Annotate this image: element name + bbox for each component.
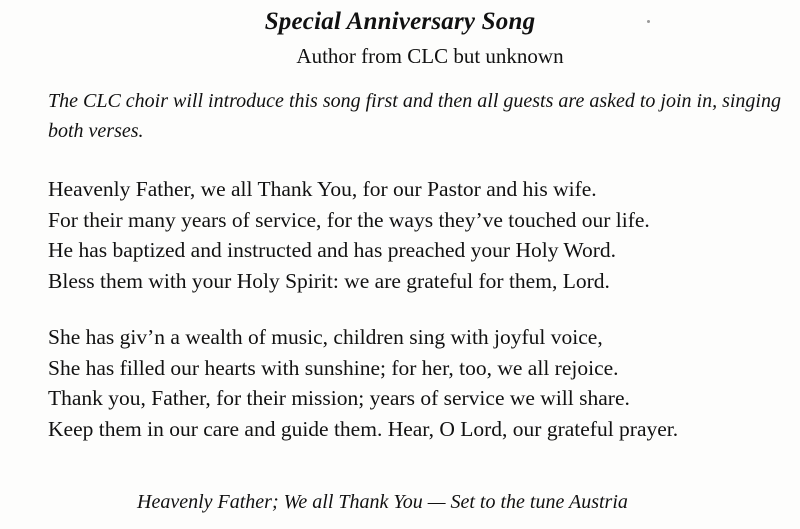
verse-line: He has baptized and instructed and has preached your Holy Word. — [48, 238, 617, 262]
verse-line: She has giv’n a wealth of music, children sing with joyful voice, — [48, 325, 603, 349]
author-line: Author from CLC but unknown — [296, 44, 564, 68]
verse-line: Thank you, Father, for their mission; years of service we will share. — [48, 386, 630, 410]
song-title: Special Anniversary Song — [264, 8, 536, 35]
verse-1 — [48, 174, 798, 296]
tune-credit: Heavenly Father; We all Thank You — Set to the tune Austria — [137, 491, 628, 513]
verse-line: Heavenly Father, we all Thank You, for our Pastor and his wife. — [48, 177, 597, 201]
verse-line: For their many years of service, for the ways they’ve touched our life. — [48, 207, 650, 232]
verse-line: Keep them in our care and guide them. Hear, O Lord, our grateful prayer. — [48, 416, 679, 441]
verse-line: Bless them with your Holy Spirit: we are grateful for them, Lord. — [48, 268, 610, 293]
verse-line: She has filled our hearts with sunshine; for her, too, we all rejoice. — [48, 355, 619, 380]
intro-instructions: The CLC choir will introduce this song first and then all guests are asked to join in, singing both verses. — [48, 90, 781, 142]
verse-2 — [48, 322, 798, 444]
